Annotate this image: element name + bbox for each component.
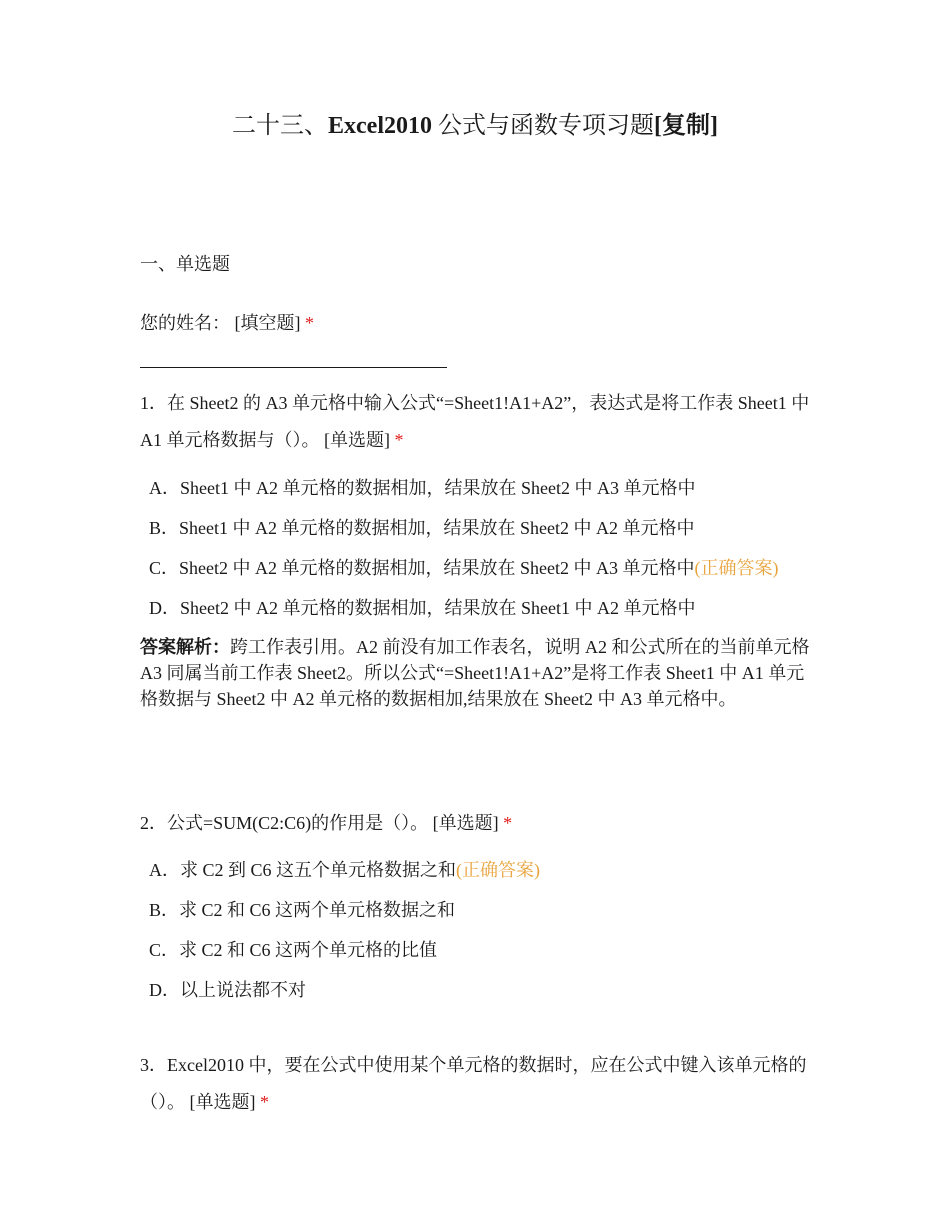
title-suffix: [复制] <box>654 113 718 139</box>
title-bold: Excel2010 <box>328 113 432 139</box>
correct-answer-tag: (正确答案) <box>694 558 779 578</box>
question-2-text: 2．公式=SUM(C2:C6)的作用是（）。 <box>140 813 429 833</box>
question-3-required: * <box>260 1092 269 1112</box>
question-1-option-b[interactable] <box>149 515 694 541</box>
option-text: B．Sheet1 中 A2 单元格的数据相加，结果放在 Sheet2 中 A2 单元格中 <box>149 518 695 538</box>
question-3-text: 3．Excel2010 中，要在公式中使用某个单元格的数据时，应在公式中键入该单元格的（）。 <box>140 1055 807 1112</box>
title-prefix: 二十三、 <box>232 113 329 139</box>
question-1-option-c[interactable] <box>149 555 778 581</box>
section-heading: 一、单选题 <box>140 254 230 274</box>
question-3-type: [单选题] <box>189 1092 256 1112</box>
name-fill-line[interactable] <box>140 367 447 368</box>
question-1-stem <box>140 385 815 459</box>
question-2-option-a[interactable] <box>149 857 540 883</box>
question-1-analysis <box>140 634 810 712</box>
option-text: C．求 C2 和 C6 这两个单元格的比值 <box>149 940 438 960</box>
option-text: D．以上说法都不对 <box>149 980 306 1000</box>
question-1-type: [单选题] <box>324 430 390 450</box>
question-2-option-c[interactable] <box>149 937 437 963</box>
question-1-option-a[interactable] <box>149 475 695 501</box>
question-1-text: 1．在 Sheet2 的 A3 单元格中输入公式“=Sheet1!A1+A2”，表达式是将工作表 Sheet1 中 A1 单元格数据与（）。 <box>140 393 810 450</box>
option-text: C．Sheet2 中 A2 单元格的数据相加，结果放在 Sheet2 中 A3 单元格中 <box>149 558 695 578</box>
question-2-stem <box>140 805 815 842</box>
option-text: A．求 C2 到 C6 这五个单元格数据之和 <box>149 860 457 880</box>
analysis-label: 答案解析： <box>140 637 230 657</box>
required-marker: * <box>305 313 314 333</box>
question-1-required: * <box>394 430 404 450</box>
title-middle: 公式与函数专项习题 <box>432 113 654 139</box>
name-question-type: [填空题] <box>234 313 301 333</box>
name-question-label: 您的姓名： <box>140 313 230 333</box>
question-2-option-b[interactable] <box>149 897 455 923</box>
option-text: D．Sheet2 中 A2 单元格的数据相加，结果放在 Sheet1 中 A2 单元格中 <box>149 598 696 618</box>
question-1-option-d[interactable] <box>149 595 695 621</box>
question-2-type: [单选题] <box>432 813 499 833</box>
correct-answer-tag: (正确答案) <box>456 860 541 880</box>
document-title <box>0 110 950 142</box>
analysis-text: 跨工作表引用。A2 前没有加工作表名，说明 A2 和公式所在的当前单元格 A3 同属当前工作表 Sheet2。所以公式“=Sheet1!A1+A2”是将工作表 Sheet1 中 A1 单元格数据与 Sheet2 中 A2 单元格的数据相加,结果放在 Sheet2 中 A3 单元格中。 <box>140 637 810 709</box>
question-2-required: * <box>503 813 513 833</box>
option-text: A．Sheet1 中 A2 单元格的数据相加，结果放在 Sheet2 中 A3 单元格中 <box>149 478 696 498</box>
name-question <box>140 305 815 342</box>
option-text: B．求 C2 和 C6 这两个单元格数据之和 <box>149 900 456 920</box>
question-2-option-d[interactable] <box>149 977 306 1003</box>
question-3-stem <box>140 1047 815 1121</box>
